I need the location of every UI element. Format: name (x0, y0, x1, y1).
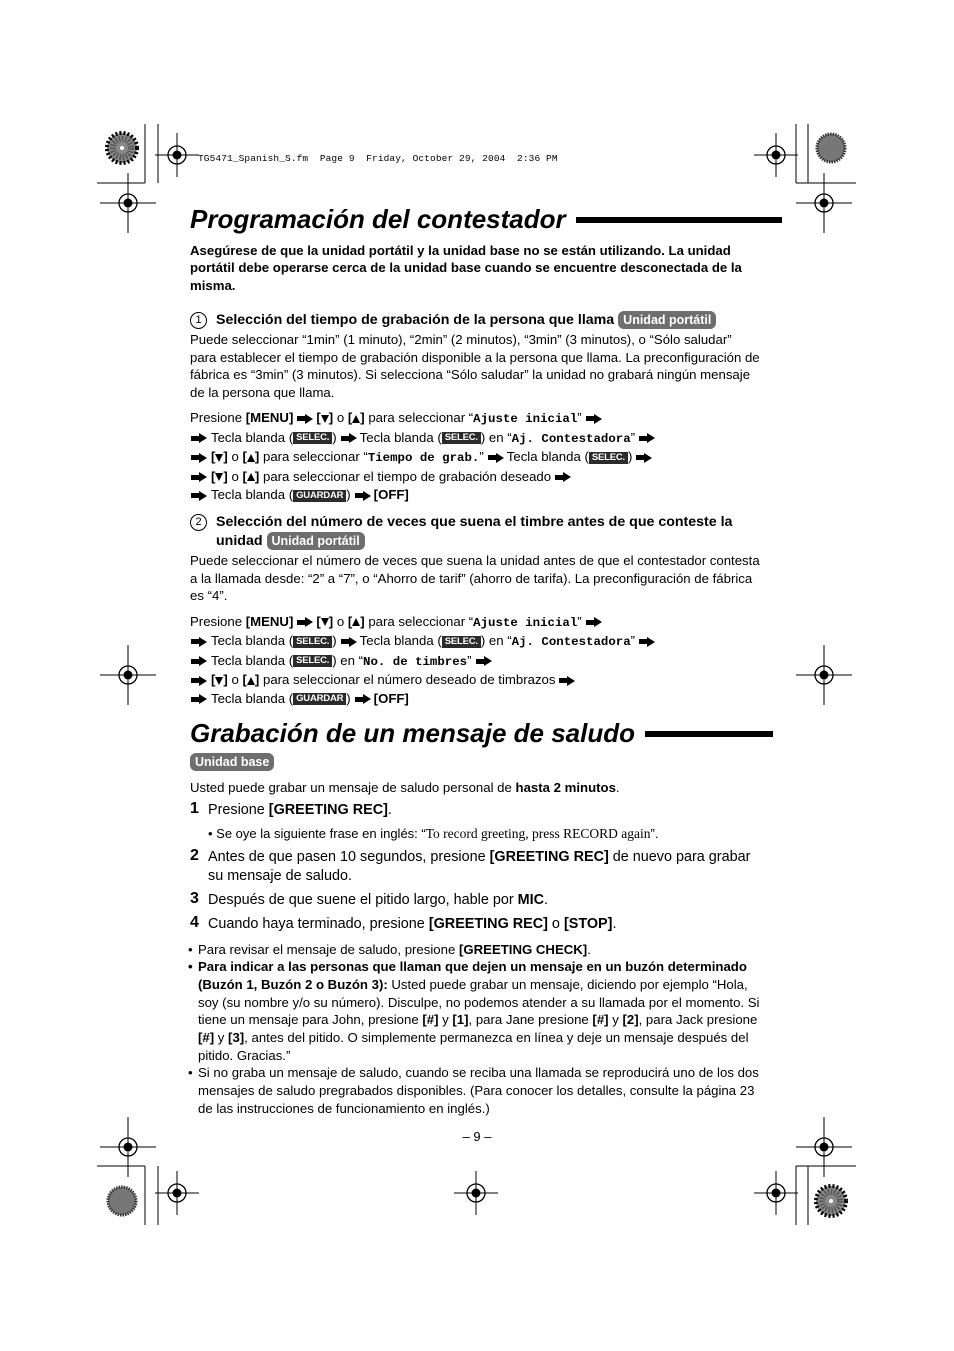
step-text: Cuando haya terminado, presione [GREETING REC] o [STOP]. (208, 916, 617, 932)
step-number: 2 (190, 847, 199, 864)
key-sequence: Presione [MENU] [ ] o [ ] para seleccionar “Ajuste inicial” Tecla blanda ( SELEC. ) Tecla blanda ( SELEC. ) en “Aj. Contestadora” [ ] o [ ] para seleccionar “Tiempo de grab.” Tecla blanda ( SELEC. ) [ ] o [ ] para seleccionar el tiempo de grabación deseado Tecla blanda ( GUARDAR ) [OFF] (190, 409, 760, 505)
step-text: Antes de que pasen 10 segundos, presione [GREETING REC] de nuevo para grabar su mensaje de saludo. (208, 849, 751, 884)
arrow-icon (496, 453, 504, 463)
arrow-icon (594, 414, 602, 424)
subsection-ring-count (190, 513, 760, 708)
arrow-icon (199, 433, 207, 443)
arrow-icon (199, 694, 207, 704)
step-note: • Se oye la siguiente frase en inglés: “To record greeting, press RECORD again”. (208, 826, 659, 841)
step-number-circle: 1 (190, 312, 207, 329)
file-meta-header: TG5471_Spanish_S.fm Page 9 Friday, October 29, 2004 2:36 PM (198, 153, 558, 164)
selec-softkey-icon: SELEC. (442, 432, 481, 444)
arrow-icon (199, 676, 207, 686)
subsection-heading (190, 513, 760, 551)
subsection-recording-time (190, 311, 760, 505)
step-number: 4 (190, 914, 199, 931)
greeting-intro: Usted puede grabar un mensaje de saludo personal de hasta 2 minutos. (190, 780, 620, 795)
step-text: Presione [GREETING REC]. (208, 802, 392, 818)
selec-softkey-icon: SELEC. (442, 636, 481, 648)
unit-badge: Unidad base (190, 753, 274, 771)
arrow-icon (199, 491, 207, 501)
page-number: – 9 – (462, 1129, 492, 1144)
arrow-icon (349, 433, 357, 443)
arrow-icon (484, 656, 492, 666)
arrow-icon (199, 472, 207, 482)
arrow-icon (199, 637, 207, 647)
up-arrow-key-icon (247, 454, 255, 462)
arrow-icon (305, 414, 313, 424)
unit-badge: Unidad portátil (267, 532, 365, 550)
section-title-text: Programación del contestador (190, 204, 566, 234)
section-title-saludo (190, 718, 773, 749)
up-arrow-key-icon (247, 677, 255, 685)
selec-softkey-icon: SELEC. (293, 432, 332, 444)
section-title-contestador (190, 204, 782, 235)
intro-warning: Asegúrese de que la unidad portátil y la unidad base no se están utilizando. La unidad portátil debe operarse cerca de la unidad base cuando se encuentre desconectada de la misma. (190, 243, 742, 293)
bullet-item: • Para indicar a las personas que llaman que dejen un mensaje en un buzón determinado (Buzón 1, Buzón 2 o Buzón 3): Usted puede grabar un mensaje, diciendo por ejemplo “Hola, soy (su nombre y/o su número). Disculpe, no podemos atender a su llamada por el momento. Si tiene un mensaje para John, presione [#] y [1], para Jane presione [#] y [2], para Jack presione [#] y [3], antes del pitido. O simplemente permanezca en línea y deje un mensaje después del pitido. Gracias.” (188, 959, 760, 1063)
unit-badge: Unidad portátil (618, 311, 716, 329)
arrow-icon (363, 694, 371, 704)
arrow-icon (647, 637, 655, 647)
arrow-icon (199, 453, 207, 463)
down-arrow-key-icon (321, 618, 329, 626)
subsection-description: Puede seleccionar “1min” (1 minuto), “2min” (2 minutos), “3min” (3 minutos), o “Sólo saludar” para establecer el tiempo de grabación disponible a la persona que llama. La preconfiguración de fábrica es “3min” (3 minutos). Si selecciona “Sólo saludar” la unidad no grabará ningún mensaje de la persona que llama. (190, 332, 760, 400)
subsection-title: Selección del número de veces que suena el timbre antes de que conteste la unidad (216, 514, 733, 549)
arrow-icon (305, 617, 313, 627)
section-title-text: Grabación de un mensaje de saludo (190, 718, 636, 748)
arrow-icon (349, 637, 357, 647)
key-sequence: Presione [MENU] [ ] o [ ] para seleccionar “Ajuste inicial” Tecla blanda ( SELEC. ) Tecla blanda ( SELEC. ) en “Aj. Contestadora” Tecla blanda ( SELEC. ) en “No. de timbres” [ ] o [ ] para seleccionar el número deseado de timbrazos Tecla blanda ( GUARDAR ) [OFF] (190, 613, 760, 709)
bullet-item: • Si no graba un mensaje de saludo, cuando se reciba una llamada se reproducirá uno de los dos mensajes de saludo pregrabados disponibles. (Para conocer los detalles, consulte la página 23 de las instrucciones de funcionamiento en inglés.) (188, 1065, 759, 1116)
selec-softkey-icon: SELEC. (589, 452, 628, 464)
selec-softkey-icon: SELEC. (293, 636, 332, 648)
up-arrow-key-icon (247, 473, 255, 481)
arrow-icon (647, 433, 655, 443)
arrow-icon (644, 453, 652, 463)
subsection-description: Puede seleccionar el número de veces que suena la unidad antes de que el contestador contesta a la llamada desde: “2” a “7”, o “Ahorro de tarif” (ahorro de tarifa). La preconfiguración de fábrica es “4”. (190, 553, 760, 604)
step-number: 1 (190, 800, 199, 817)
title-rule (645, 731, 773, 737)
step-number: 3 (190, 890, 199, 907)
down-arrow-key-icon (321, 415, 329, 423)
subsection-title: Selección del tiempo de grabación de la persona que llama (216, 312, 615, 328)
selec-softkey-icon: SELEC. (293, 655, 332, 667)
guardar-softkey-icon: GUARDAR (293, 693, 346, 705)
guardar-softkey-icon: GUARDAR (293, 490, 346, 502)
title-rule (576, 217, 782, 223)
arrow-icon (567, 676, 575, 686)
subsection-heading (190, 311, 760, 330)
arrow-icon (594, 617, 602, 627)
arrow-icon (363, 491, 371, 501)
bullet-item: • Para revisar el mensaje de saludo, presione [GREETING CHECK]. (188, 942, 591, 957)
step-number-circle: 2 (190, 514, 207, 531)
step-text: Después de que suene el pitido largo, hable por MIC. (208, 892, 549, 908)
arrow-icon (563, 472, 571, 482)
arrow-icon (199, 656, 207, 666)
